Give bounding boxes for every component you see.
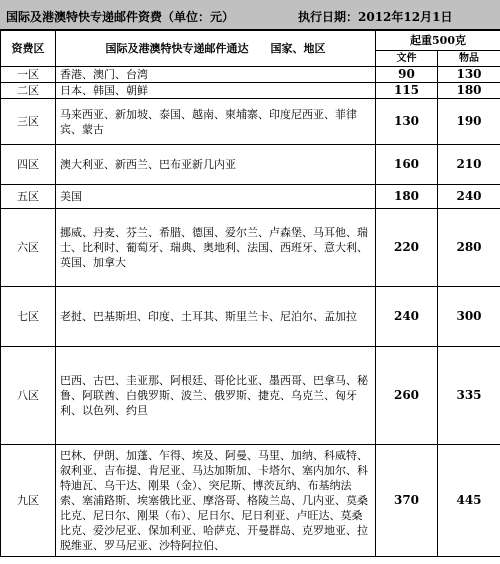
destination-cell: 日本、韩国、朝鲜 bbox=[56, 83, 376, 99]
zone-cell: 七区 bbox=[1, 287, 56, 347]
zone-cell: 一区 bbox=[1, 67, 56, 83]
document-rate-cell: 370 bbox=[376, 445, 438, 557]
table-row bbox=[1, 209, 500, 287]
destination-cell: 挪威、丹麦、芬兰、希腊、德国、爱尔兰、卢森堡、马耳他、瑞士、比利时、葡萄牙、瑞典、奥地利、法国、西班牙、意大利、英国、加拿大 bbox=[56, 209, 376, 287]
rate-table bbox=[0, 30, 500, 557]
destination-cell: 香港、澳门、台湾 bbox=[56, 67, 376, 83]
header-goods: 物品 bbox=[438, 51, 500, 67]
goods-rate-cell: 280 bbox=[438, 209, 500, 287]
header-weight-group: 起重500克 bbox=[376, 31, 500, 51]
document-rate-cell: 130 bbox=[376, 99, 438, 145]
document-rate-cell: 160 bbox=[376, 145, 438, 185]
table-row bbox=[1, 445, 500, 557]
document-rate-cell: 220 bbox=[376, 209, 438, 287]
table-row bbox=[1, 83, 500, 99]
title-bar bbox=[0, 0, 500, 30]
effective-date: 执行日期：2012年12月1日 bbox=[298, 10, 453, 24]
zone-cell: 九区 bbox=[1, 445, 56, 557]
document-rate-cell: 240 bbox=[376, 287, 438, 347]
goods-rate-cell: 335 bbox=[438, 347, 500, 445]
table-row bbox=[1, 185, 500, 209]
zone-cell: 六区 bbox=[1, 209, 56, 287]
goods-rate-cell: 190 bbox=[438, 99, 500, 145]
document-rate-cell: 115 bbox=[376, 83, 438, 99]
zone-cell: 三区 bbox=[1, 99, 56, 145]
table-row bbox=[1, 347, 500, 445]
destination-cell: 老挝、巴基斯坦、印度、土耳其、斯里兰卡、尼泊尔、孟加拉 bbox=[56, 287, 376, 347]
table-row bbox=[1, 145, 500, 185]
goods-rate-cell: 240 bbox=[438, 185, 500, 209]
zone-cell: 五区 bbox=[1, 185, 56, 209]
header-row bbox=[1, 31, 500, 51]
zone-cell: 八区 bbox=[1, 347, 56, 445]
table-row bbox=[1, 67, 500, 83]
document-rate-cell: 260 bbox=[376, 347, 438, 445]
zone-cell: 二区 bbox=[1, 83, 56, 99]
zone-cell: 四区 bbox=[1, 145, 56, 185]
goods-rate-cell: 300 bbox=[438, 287, 500, 347]
sheet-title: 国际及港澳特快专递邮件资费（单位：元） bbox=[6, 10, 235, 24]
destination-cell: 马来西亚、新加坡、泰国、越南、柬埔寨、印度尼西亚、菲律宾、蒙古 bbox=[56, 99, 376, 145]
document-rate-cell: 180 bbox=[376, 185, 438, 209]
document-rate-cell: 90 bbox=[376, 67, 438, 83]
goods-rate-cell: 210 bbox=[438, 145, 500, 185]
header-documents: 文件 bbox=[376, 51, 438, 67]
destination-cell: 巴林、伊朗、加蓬、乍得、埃及、阿曼、马里、加纳、科威特、叙利亚、吉布提、肯尼亚、马达加斯加、卡塔尔、塞内加尔、科特迪瓦、乌干达、刚果（金）、突尼斯、博茨瓦纳、布基纳法索、塞浦路斯、埃塞俄比亚、摩洛哥、格陵兰岛、几内亚、莫桑比克、尼日尔、刚果（布）、尼日尔、尼日利亚、卢旺达、莫桑比克、爱沙尼亚、保加利亚、哈萨克、开曼群岛、克罗地亚、拉脱维亚、罗马尼亚、沙特阿拉伯、 bbox=[56, 445, 376, 557]
goods-rate-cell: 130 bbox=[438, 67, 500, 83]
goods-rate-cell: 445 bbox=[438, 445, 500, 557]
destination-cell: 巴西、古巴、圭亚那、阿根廷、哥伦比亚、墨西哥、巴拿马、秘鲁、阿联酋、白俄罗斯、波兰、俄罗斯、捷克、乌克兰、匈牙利、以色列、约旦 bbox=[56, 347, 376, 445]
table-row bbox=[1, 99, 500, 145]
goods-rate-cell: 180 bbox=[438, 83, 500, 99]
header-zone: 资费区 bbox=[1, 31, 56, 67]
header-destination: 国际及港澳特快专递邮件通达 国家、地区 bbox=[56, 31, 376, 67]
table-row bbox=[1, 287, 500, 347]
destination-cell: 澳大利亚、新西兰、巴布亚新几内亚 bbox=[56, 145, 376, 185]
destination-cell: 美国 bbox=[56, 185, 376, 209]
